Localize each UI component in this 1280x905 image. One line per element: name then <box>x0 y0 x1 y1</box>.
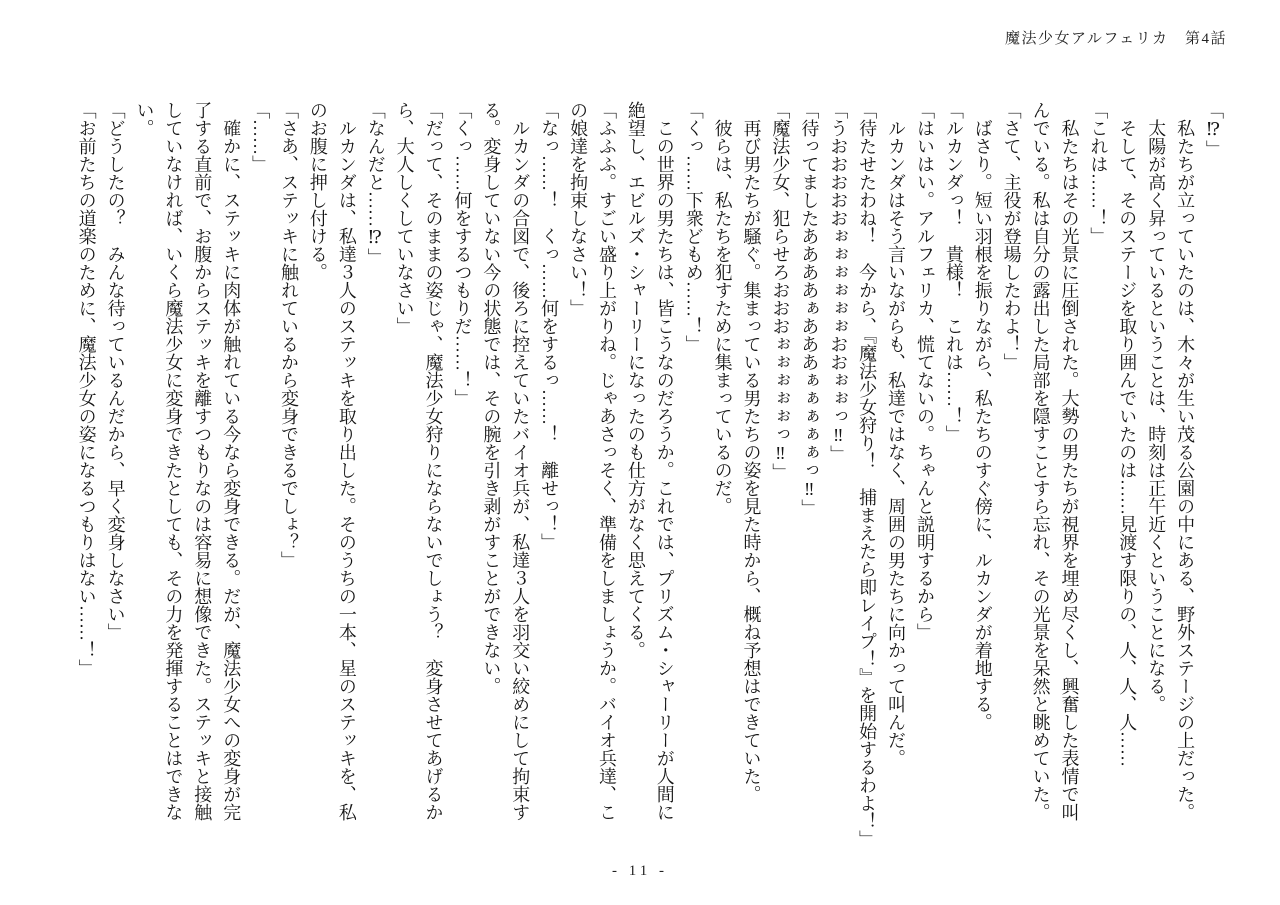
text-line: 「ルカンダっ！ 貴様！ これは……！」 <box>943 101 964 443</box>
text-line: 私たちが立っていたのは、木々が生い茂る公園の中にある、野外ステージの上だった。 <box>1175 119 1196 821</box>
text-line: 「魔法少女、犯らせろおおおぉぉぉぉぉっ‼」 <box>770 101 791 481</box>
text-line: 「待たせたわね！ 今から、『魔法少女狩り！ 捕まえたら即レイプ！』を開始するわよ！」 <box>857 101 878 848</box>
text-line: 「うおおおおおぉぉぉぉぉぉおおぉぉっ‼」 <box>828 101 849 463</box>
text-line: の娘達を拘束しなさい！」 <box>568 101 589 317</box>
text-line: ルカンダはそう言いながらも、私達ではなく、周囲の男たちに向かって叫んだ。 <box>886 119 907 767</box>
page-header-title: 魔法少女アルフェリカ 第4話 <box>1004 31 1227 47</box>
text-line: 私たちはその光景に圧倒された。大勢の男たちが視界を埋め尽くし、興奮した表情で叫 <box>1059 119 1080 821</box>
text-line: 太陽が高く昇っているということは、時刻は正午近くということになる。 <box>1146 119 1167 713</box>
text-line: 「さあ、ステッキに触れているから変身できるでしょ？」 <box>279 101 299 569</box>
text-line: んでいる。私は自分の露出した局部を隠すことすら忘れ、その光景を呆然と眺めていた。 <box>1030 101 1051 821</box>
text-line: 「さて、主役が登場したわよ！」 <box>1001 101 1022 371</box>
text-line: 「はいはい。アルフェリカ、慌てないの。ちゃんと説明するから」 <box>914 101 935 641</box>
text-line: 確かに、ステッキに肉体が触れている今なら変身できる。だが、魔法少女への変身が完 <box>221 119 242 821</box>
text-line: 彼らは、私たちを犯すために集まっているのだ。 <box>712 119 733 515</box>
text-line: のお腹に押し付ける。 <box>307 101 328 281</box>
text-line: ばさり。短い羽根を振りながら、私たちのすぐ傍に、ルカンダが着地する。 <box>972 119 993 731</box>
text-line: ルカンダの合図で、後ろに控えていたバイオ兵が、私達３人を羽交い絞めにして拘束す <box>510 119 531 821</box>
text-line: 「ふふふ。すごい盛り上がりね。じゃあさっそく、準備をしましょうか。バイオ兵達、こ <box>596 101 617 821</box>
text-line: この世界の男たちは、皆こうなのだろうか。これでは、プリズム・シャーリーが人間に <box>654 119 675 821</box>
text-line: 「くっ……下衆どもめ……！」 <box>683 101 704 353</box>
text-line: 「どうしたの？ みんな待っているんだから、早く変身しなさい」 <box>105 101 126 641</box>
body-text <box>72 101 1228 848</box>
text-line: 「お前たちの道楽のために、魔法少女の姿になるつもりはない……！」 <box>76 101 97 677</box>
text-line: 「……」 <box>250 101 271 173</box>
text-line: 了する直前で、お腹からステッキを離すつもりなのは容易に想像できた。ステッキと接触 <box>192 101 213 821</box>
page-number: - 11 - <box>612 863 668 879</box>
text-line: 「なんだと……⁉」 <box>365 101 386 266</box>
text-line: 「くっ……何をするつもりだ……！」 <box>452 101 473 407</box>
text-line: 絶望し、エビルズ・シャーリーになったのも仕方がなく思えてくる。 <box>625 101 646 659</box>
text-line: 「だって、そのままの姿じゃ、魔法少女狩りにならないでしょう？ 変身させてあげるか <box>423 101 444 821</box>
text-line: ルカンダは、私達３人のステッキを取り出した。そのうちの一本、星のステッキを、私 <box>336 119 357 821</box>
text-line: 「待ってましたああああぁあああぁぁぁぁぁっ‼」 <box>799 101 820 517</box>
text-line: そして、そのステージを取り囲んでいたのは……見渡す限りの、人、人、人…… <box>1117 119 1138 767</box>
text-line: ら、大人しくしていなさい」 <box>394 101 415 335</box>
text-line: 「なっ……！ くっ……何をするっ……！ 離せっ！」 <box>539 101 560 551</box>
text-line: していなければ、いくら魔法少女に変身できたとしても、その力を発揮することはできな <box>163 101 184 821</box>
text-line: い。 <box>134 101 155 137</box>
text-line: る。変身していない今の状態では、その腕を引き剥がすことができない。 <box>481 101 502 695</box>
text-line: 「これは……！」 <box>1088 101 1109 245</box>
text-line: 再び男たちが騒ぐ。集まっている男たちの姿を見た時から、概ね予想はできていた。 <box>741 119 762 803</box>
text-line: 「⁉」 <box>1204 101 1224 158</box>
